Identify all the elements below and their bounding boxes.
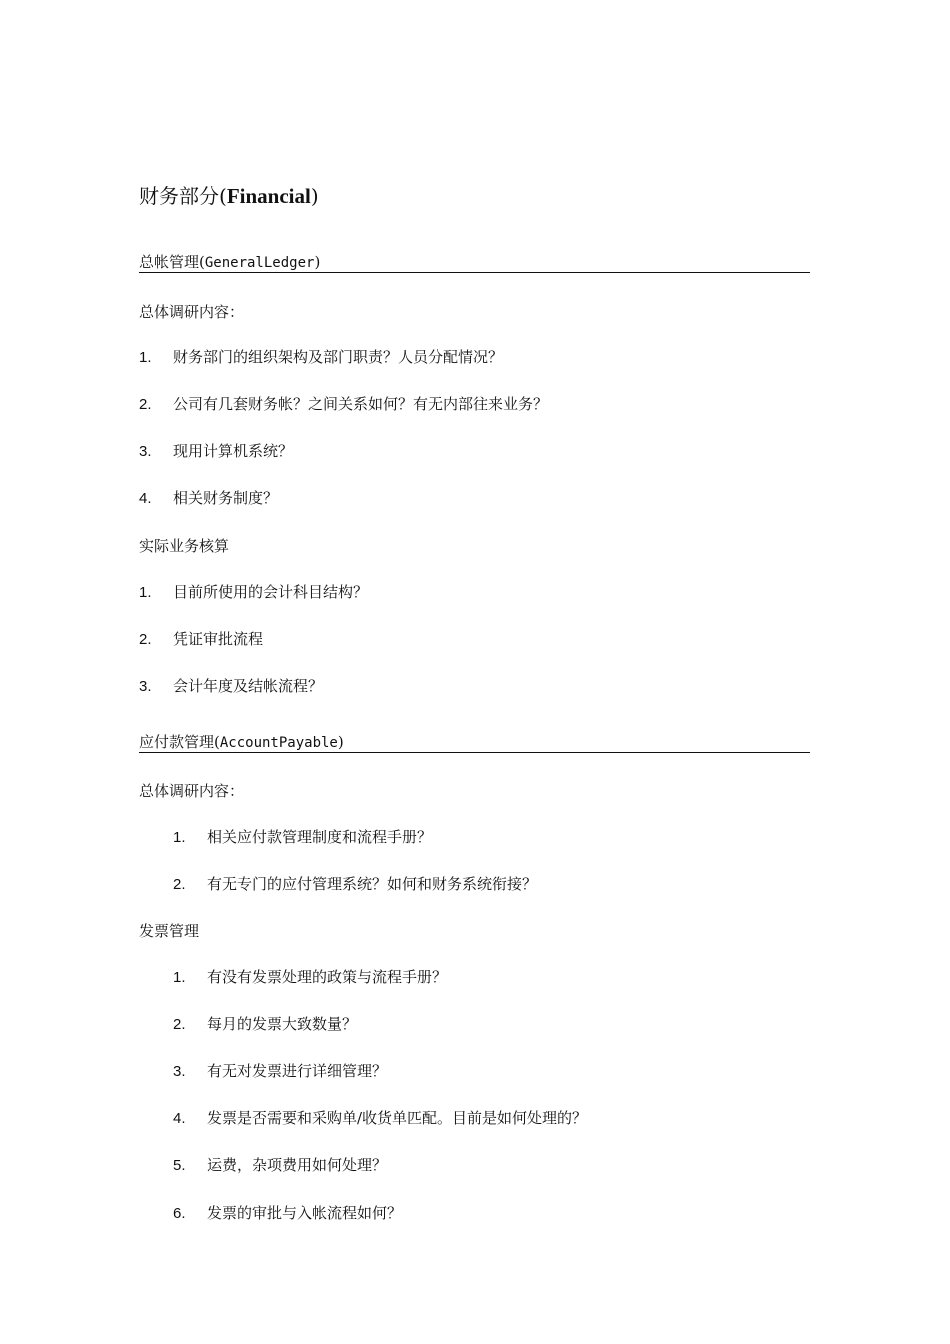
- list-number: 3.: [139, 443, 152, 460]
- list-number: 5.: [173, 1157, 186, 1174]
- list-number: 6.: [173, 1205, 186, 1222]
- list-number: 4.: [139, 490, 152, 507]
- list-text: 相关财务制度？: [173, 489, 279, 507]
- list-text: 每月的发票大致数量？: [207, 1015, 358, 1033]
- title-zh: 财务部分(: [139, 184, 227, 208]
- list-text: 相关应付款管理制度和流程手册？: [207, 828, 433, 846]
- list-item: [173, 1155, 387, 1176]
- title-en: Financial: [226, 184, 311, 208]
- list-item: [139, 582, 368, 603]
- list-text: 会计年度及结帐流程？: [173, 677, 324, 695]
- heading-close: ): [314, 253, 321, 271]
- list-text: 现用计算机系统？: [173, 442, 294, 460]
- list-number: 2.: [173, 1016, 186, 1033]
- list-item: [173, 827, 432, 848]
- list-item: [173, 1203, 402, 1224]
- title-close: ): [310, 184, 319, 208]
- list-item: [173, 874, 537, 895]
- list-number: 1.: [173, 969, 186, 986]
- list-item: [139, 394, 548, 415]
- list-text: 有无专门的应付管理系统？如何和财务系统衔接？: [207, 875, 538, 893]
- list-text: 运费，杂项费用如何处理？: [207, 1156, 388, 1174]
- gl-actual-label: 实际业务核算: [139, 537, 230, 555]
- list-number: 2.: [139, 396, 152, 413]
- list-text: 有无对发票进行详细管理？: [207, 1062, 388, 1080]
- list-number: 1.: [139, 584, 152, 601]
- list-text: 发票是否需要和采购单/收货单匹配。目前是如何处理的？: [207, 1109, 588, 1127]
- list-text: 财务部门的组织架构及部门职责？人员分配情况？: [173, 348, 504, 366]
- list-text: 发票的审批与入帐流程如何？: [207, 1204, 403, 1222]
- list-text: 公司有几套财务帐？之间关系如何？有无内部往来业务？: [173, 395, 549, 413]
- list-number: 2.: [139, 631, 152, 648]
- list-number: 4.: [173, 1110, 186, 1127]
- list-text: 凭证审批流程: [173, 630, 264, 648]
- list-number: 3.: [173, 1063, 186, 1080]
- heading-zh: 应付款管理(: [139, 733, 220, 751]
- list-item: [173, 1014, 357, 1035]
- list-number: 2.: [173, 876, 186, 893]
- list-item: [139, 347, 503, 368]
- list-item: [173, 1108, 587, 1129]
- ap-invoice-label: 发票管理: [139, 922, 200, 940]
- list-item: [173, 967, 447, 988]
- list-text: 有没有发票处理的政策与流程手册？: [207, 968, 448, 986]
- list-number: 3.: [139, 678, 152, 695]
- list-item: [173, 1061, 387, 1082]
- list-item: [139, 629, 263, 650]
- heading-en: GeneralLedger: [204, 255, 315, 271]
- page-title: [139, 182, 319, 210]
- section-heading-general-ledger: [139, 252, 810, 273]
- ap-overview-label: 总体调研内容：: [139, 782, 245, 800]
- list-item: [139, 488, 278, 509]
- list-number: 1.: [139, 349, 152, 366]
- heading-close: ): [337, 733, 344, 751]
- list-text: 目前所使用的会计科目结构？: [173, 583, 369, 601]
- heading-en: AccountPayable: [219, 735, 338, 751]
- section-heading-account-payable: [139, 732, 810, 753]
- list-number: 1.: [173, 829, 186, 846]
- gl-overview-label: 总体调研内容：: [139, 303, 245, 321]
- list-item: [139, 441, 293, 462]
- list-item: [139, 676, 323, 697]
- heading-zh: 总帐管理(: [139, 253, 205, 271]
